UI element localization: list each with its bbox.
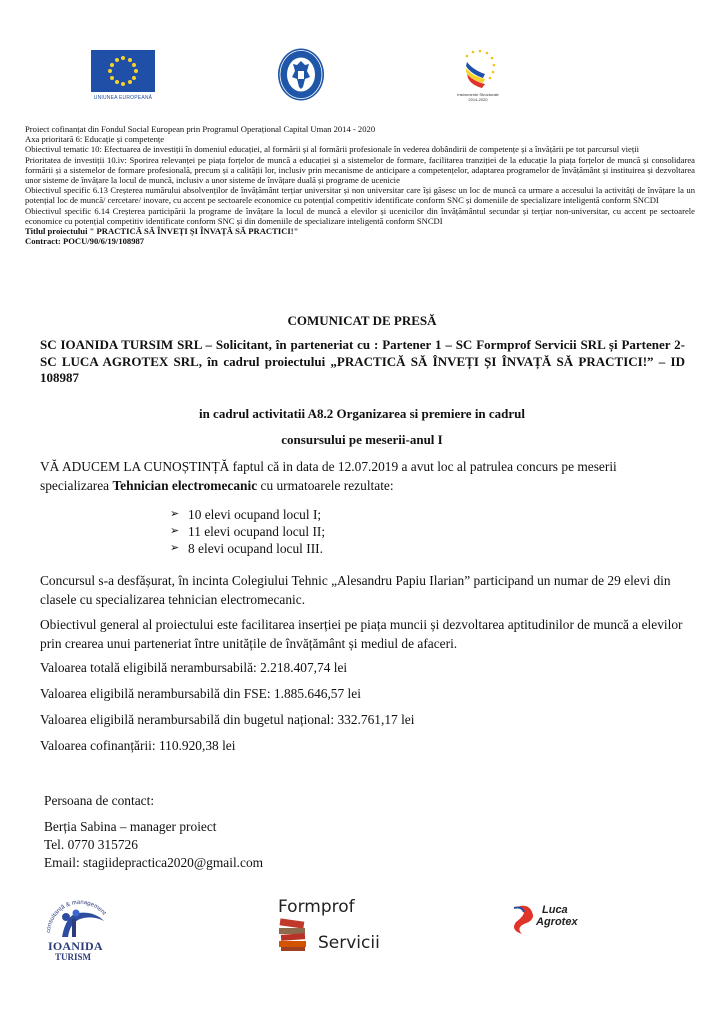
ioanida-emblem-icon (44, 893, 114, 941)
result-item (170, 523, 325, 540)
intro-text: VĂ ADUCEM LA CUNOȘTINȚĂ faptul că in data de 12.07.2019 a avut loc al patrulea concurs pe meserii specializarea (40, 459, 617, 493)
luca-bottom-text: Agrotex (536, 916, 578, 928)
eu-star-icon (121, 82, 125, 86)
priority-axis-line: Axa prioritară 6: Educație și competențe (25, 134, 165, 145)
ioanida-turism-logo (44, 893, 114, 963)
eu-star-icon (132, 63, 136, 67)
specific-objective-614-line: Obiectivul specific 6.14 Creșterea participării la programe de învățare la locul de muncă a elevilor și ucenicilor din învățământul secundar și terțiar non-universitar, cu accent pe sectoarele economice cu potențial competitiv identificate conform SNC și din domeniile de specializare inteligentă conform SNCDI (25, 205, 695, 226)
result-item (170, 540, 325, 557)
eu-star-icon (121, 56, 125, 60)
intro-paragraph (40, 457, 685, 495)
structural-instruments-logo (448, 48, 508, 110)
program-line: Proiect cofinanțat din Fondul Social European prin Programul Operațional Capital Uman 2014 - 2020 (25, 124, 376, 134)
national-budget-value: Valoarea eligibilă nerambursabilă din bugetul național: 332.761,17 lei (40, 712, 415, 727)
eu-star-icon (128, 80, 132, 84)
eu-star-icon (110, 63, 114, 67)
eu-star-icon (108, 69, 112, 73)
luca-agrotex-logo (510, 902, 590, 938)
contact-name: Berția Sabina – manager proiect (44, 819, 217, 834)
ioanida-sub: TURISM (55, 952, 92, 962)
contact-label: Persoana de contact: (44, 793, 155, 808)
specific-objective-613-line: Obiectivul specific 6.13 Creșterea numărului absolvenților de învățământ terțiar universitar și non universitar care își găsesc un loc de muncă ca urmare a accesului la activități de învățare la un potențial loc de muncă/ cercetare/ inovare, cu accent pe sectoarele economice cu potențial competitiv identificate conform SNC și domeniile de specializare inteligentă conform SNCDI (25, 185, 695, 206)
project-info-header (25, 124, 695, 246)
books-icon (277, 918, 311, 952)
contact-email[interactable]: Email: stagiidepractica2020@gmail.com (44, 855, 264, 870)
eu-star-icon (115, 80, 119, 84)
fse-eligible-value: Valoarea eligibilă nerambursabilă din FSE: 1.885.646,57 lei (40, 686, 361, 701)
eu-flag-icon (91, 50, 155, 92)
thematic-objective-line: Obiectivul tematic 10: Efectuarea de investiții în domeniul educației, al formării și al formării profesionale în vederea dobândirii de competențe și a învățării pe tot parcursul vieții (25, 144, 639, 155)
cofinancing-value: Valoarea cofinanțării: 110.920,38 lei (40, 738, 236, 753)
instruments-caption-line1: Instrumente Structurale (457, 92, 499, 97)
ioanida-name: IOANIDA (48, 939, 103, 953)
project-title-line: Titlul proiectului " PRACTICĂ SĂ ÎNVEȚI ȘI ÎNVAȚĂ SĂ PRACTICI!" (25, 226, 299, 237)
eu-caption: UNIUNEA EUROPEANĂ (93, 95, 153, 101)
luca-top-text: Luca (542, 904, 568, 916)
formprof-top-text: Formprof (278, 897, 355, 917)
press-release-title: COMUNICAT DE PRESĂ (287, 313, 437, 328)
result-text: 8 elevi ocupand locul III. (188, 541, 323, 556)
intro-text-end: cu urmatoarele rezultate: (257, 478, 394, 493)
arrow-bullet-icon: ➢ (170, 542, 180, 554)
eu-star-icon (110, 76, 114, 80)
eu-star-icon (132, 76, 136, 80)
contact-details (44, 818, 263, 872)
result-text: 10 elevi ocupand locul I; (188, 507, 322, 522)
arrow-bullet-icon: ➢ (170, 525, 180, 537)
objective-paragraph: Obiectivul general al proiectului este facilitarea inserției pe piața muncii și dezvoltarea aptitudinilor de muncă a elevilor prin crearea unui parteneriat între unitățile de învățământ și mediul de afaceri. (40, 617, 683, 651)
ioanida-arc-text: consultanță & management (45, 899, 107, 934)
eu-star-icon (115, 58, 119, 62)
eu-logo (90, 50, 156, 108)
result-item (170, 506, 325, 523)
total-eligible-value: Valoarea totală eligibilă nerambursabilă: 2.218.407,74 lei (40, 660, 348, 675)
results-list (170, 506, 325, 557)
eu-star-icon (128, 58, 132, 62)
arrow-bullet-icon: ➢ (170, 508, 180, 520)
specialization-name: Tehnician electromecanic (112, 478, 258, 493)
government-seal-icon (276, 47, 326, 102)
contract-line: Contract: POCU/90/6/19/108987 (25, 236, 145, 247)
result-text: 11 elevi ocupand locul II; (188, 524, 326, 539)
formprof-servicii-logo (275, 895, 395, 965)
romanian-government-logo (276, 47, 326, 102)
formprof-bottom-text: Servicii (318, 933, 380, 953)
eu-star-icon (134, 69, 138, 73)
structural-instruments-icon (455, 48, 501, 92)
partners-statement: SC IOANIDA TURSIM SRL – Solicitant, în parteneriat cu : Partener 1 – SC Formprof Servicii SRL și Partener 2- SC LUCA AGROTEX SRL, în cadrul proiectului „PRACTICĂ SĂ ÎNVEȚI ȘI ÎNVAȚĂ SĂ PRACTICI!” – ID 108987 (40, 337, 685, 385)
contest-paragraph: Concursul s-a desfășurat, în incinta Colegiului Tehnic „Alesandru Papiu Ilarian” participand un numar de 29 elevi din clasele cu specializarea tehnician electromecanic. (40, 573, 671, 607)
contact-phone: Tel. 0770 315726 (44, 837, 138, 852)
structural-instruments-caption (448, 92, 508, 102)
activity-line-2: consursului pe meserii-anul I (281, 432, 443, 447)
activity-line-1: in cadrul activitatii A8.2 Organizarea si premiere in cadrul (198, 406, 526, 421)
instruments-caption-line2: 2014-2020 (468, 97, 488, 102)
investment-priority-line: Prioritatea de investiții 10.iv: Sporirea relevanței pe piața forțelor de muncă a educației și a sistemelor de formare, facilitarea tranziției de la educație la piața forțelor de muncă și consolidarea formării și a sistemelor de formare profesională, precum și a calității lor, inclusiv prin mecanisme de anticipare a competențelor, adaptarea programelor de învățământ și instituirea și dezvoltarea unor sisteme de învățare la locul de muncă, inclusiv a unor sisteme de învățare duală și programe de ucenicie (25, 154, 695, 186)
